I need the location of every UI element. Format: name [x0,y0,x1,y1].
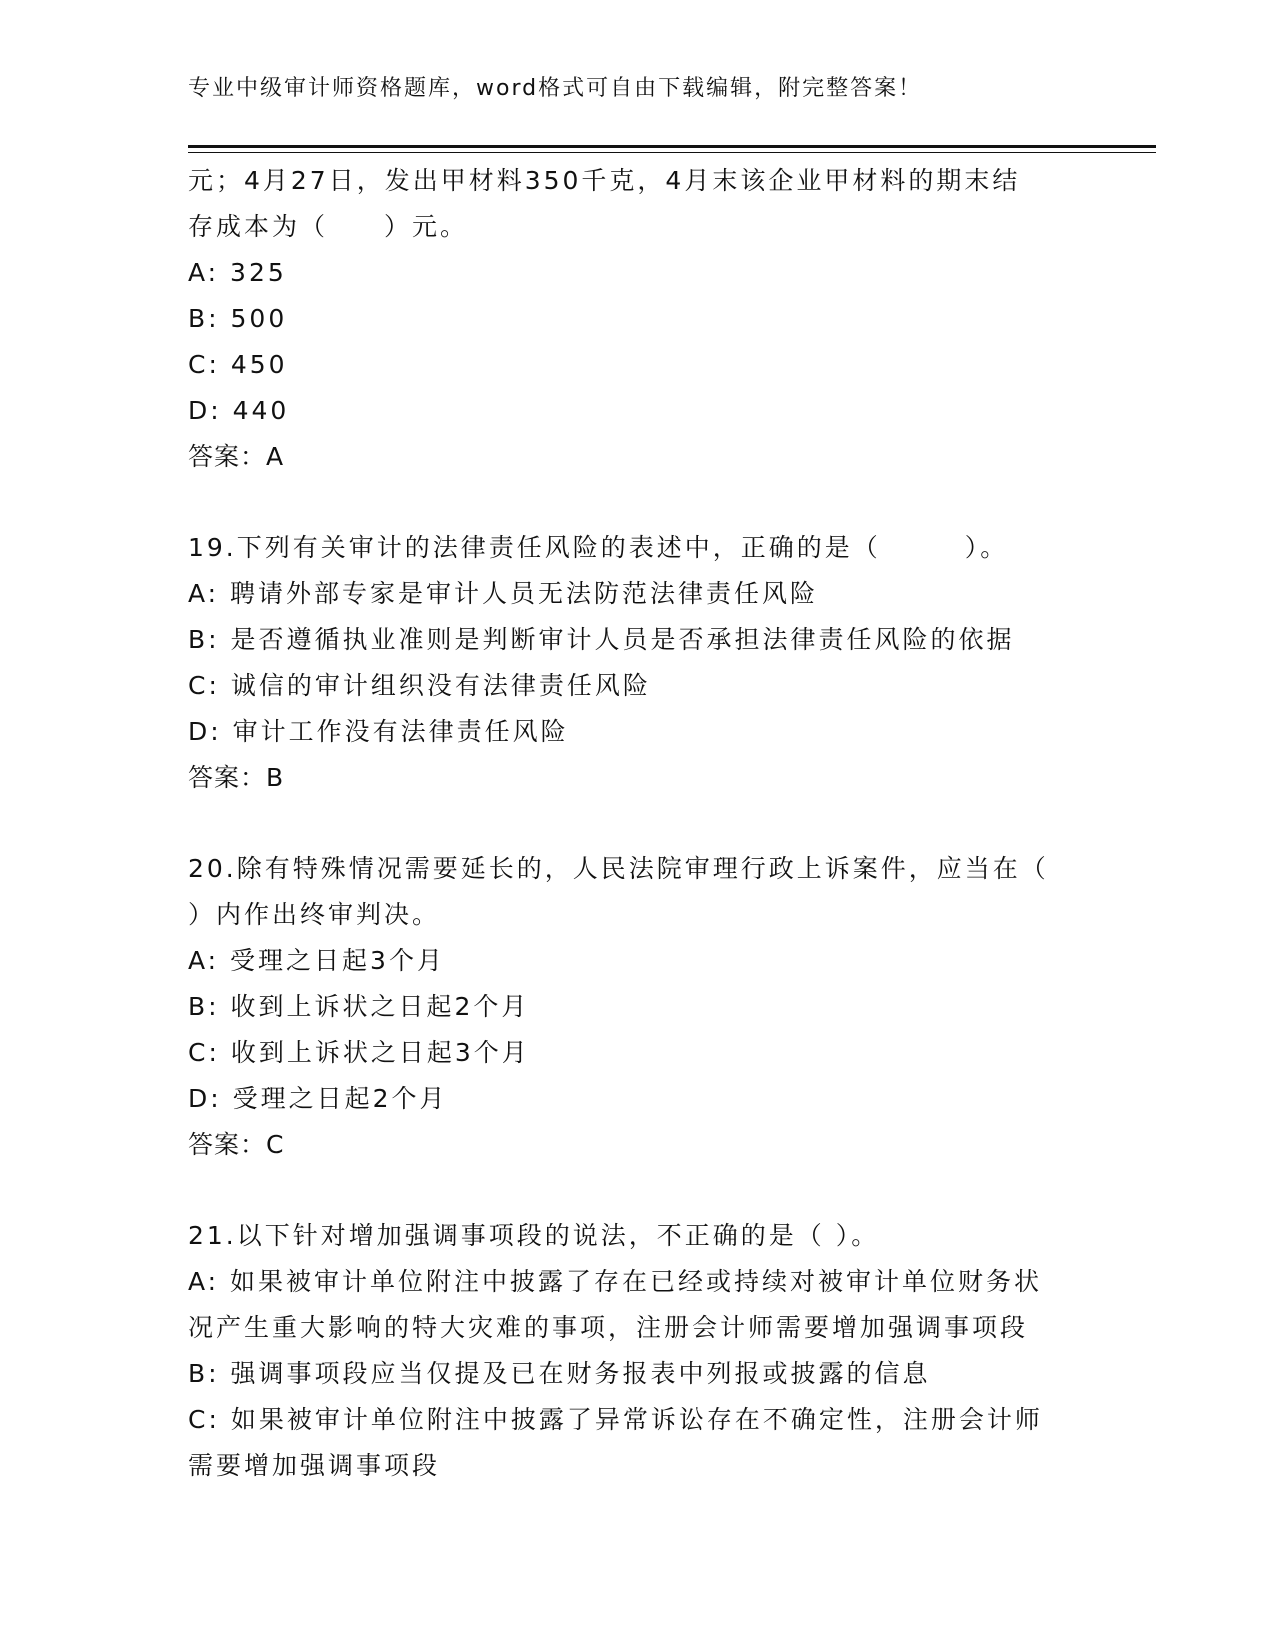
option-a: A: 325 [188,258,287,287]
question-stem-line: 存成本为（ ）元。 [188,212,469,241]
question-block [188,525,1088,801]
option-c: C: 450 [188,350,288,379]
question-stem-line: 元；4月27日，发出甲材料350千克，4月末该企业甲材料的期末结 [188,166,1021,195]
answer-value: C [266,1130,284,1159]
block-gap [188,801,1088,846]
answer-label: 答案： [188,442,267,471]
answer-label: 答案： [188,1130,267,1159]
block-gap [188,1168,1088,1213]
question-block [188,846,1088,1168]
question-block [188,158,1088,480]
option-d: D: 审计工作没有法律责任风险 [188,717,569,746]
page-header: 专业中级审计师资格题库，word格式可自由下载编辑，附完整答案！ [188,76,923,101]
question-stem-line: 20.除有特殊情况需要延长的，人民法院审理行政上诉案件，应当在（ [188,854,1049,883]
option-b: B: 500 [188,304,288,333]
block-gap [188,480,1088,525]
option-a: A: 如果被审计单位附注中披露了存在已经或持续对被审计单位财务状 [188,1267,1043,1296]
question-stem-line: ）内作出终审判决。 [188,900,441,929]
header-rule-thin [188,152,1156,153]
answer-line [188,1122,1088,1168]
option-b: B: 收到上诉状之日起2个月 [188,992,530,1021]
option-d: D: 受理之日起2个月 [188,1084,448,1113]
option-c: C: 诚信的审计组织没有法律责任风险 [188,671,651,700]
answer-value: B [266,763,284,792]
option-a: A: 聘请外部专家是审计人员无法防范法律责任风险 [188,579,819,608]
option-a: A: 受理之日起3个月 [188,946,445,975]
option-d: D: 440 [188,396,290,425]
question-block [188,1213,1088,1489]
question-stem-line: 19.下列有关审计的法律责任风险的表述中，正确的是（ ）。 [188,533,1009,562]
answer-label: 答案： [188,763,267,792]
option-c-continued: 需要增加强调事项段 [188,1451,441,1480]
header-rule-thick [188,145,1156,148]
option-b: B: 强调事项段应当仅提及已在财务报表中列报或披露的信息 [188,1359,931,1388]
option-c: C: 如果被审计单位附注中披露了异常诉讼存在不确定性，注册会计师 [188,1405,1043,1434]
option-b: B: 是否遵循执业准则是判断审计人员是否承担法律责任风险的依据 [188,625,1015,654]
option-c: C: 收到上诉状之日起3个月 [188,1038,530,1067]
option-a-continued: 况产生重大影响的特大灾难的事项，注册会计师需要增加强调事项段 [188,1313,1029,1342]
answer-line [188,755,1088,801]
answer-value: A [266,442,284,471]
answer-line [188,434,1088,480]
question-stem-line: 21.以下针对增加强调事项段的说法，不正确的是（ ）。 [188,1221,880,1250]
question-content [188,158,1088,1489]
